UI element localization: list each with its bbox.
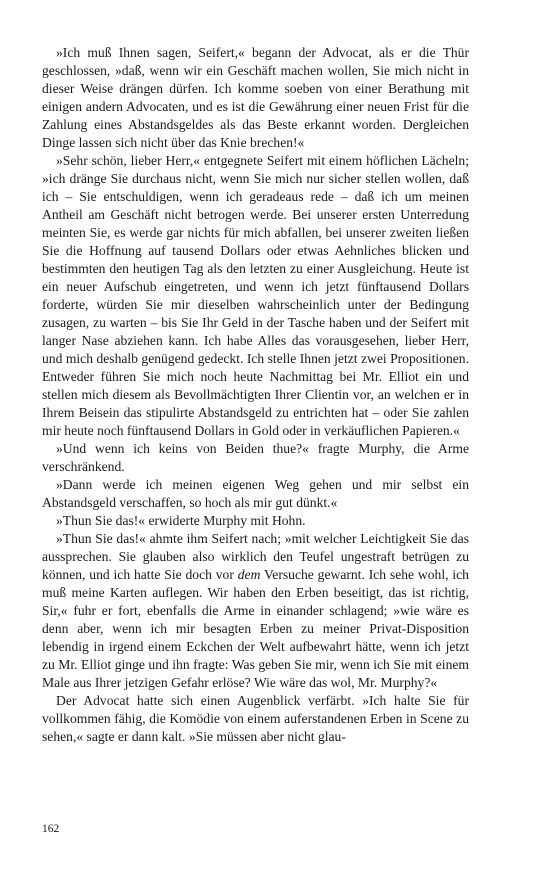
paragraph-1: »Ich muß Ihnen sagen, Seifert,« begann der Advocat, als er die Thür geschlossen, »daß, wenn wir ein Geschäft machen wollen, Sie mich nicht in dieser Weise drängen dürfen. Ich komme soeben von einer Berathung mit einigen andern Advocaten, und es ist die Gewährung einer neuen Frist für die Zahlung eines Abstandsgeldes als das Beste erkannt worden. Dergleichen Dinge lassen sich nicht über das Knie brechen!« (42, 45, 469, 150)
paragraph-4: »Dann werde ich meinen eigenen Weg gehen und mir selbst ein Abstandsgeld verschaffen, so hoch als mir gut dünkt.« (42, 477, 469, 510)
paragraph-3: »Und wenn ich keins von Beiden thue?« fragte Murphy, die Arme verschränkend. (42, 441, 469, 474)
paragraph-5: »Thun Sie das!« erwiderte Murphy mit Hohn. (56, 513, 306, 528)
emphasis: dem (237, 567, 261, 582)
page-number: 162 (42, 823, 60, 835)
page-body (42, 44, 469, 746)
paragraph-2: »Sehr schön, lieber Herr,« entgegnete Seifert mit einem höflichen Lächeln; »ich dränge Sie durchaus nicht, wenn Sie mich nur sicher stellen wollen, daß ich – Sie entschuldigen, wenn ich geradeaus rede – daß ich um meinen Antheil am Geschäft nicht betrogen werde. Bei unserer ersten Unterredung meinten Sie, es werde gar nichts für mich abfallen, bei unserer zweiten ließen Sie die Hoffnung auf tausend Dollars oder etwas Aehnliches blicken und bestimmten den heutigen Tag als den letzten zu einer Ausgleichung. Heute ist ein neuer Aufschub eingetreten, und wenn ich jetzt fünftausend Dollars forderte, würden Sie mir dieselben wahrscheinlich unter der Bedingung zusagen, zu warten – bis Sie Ihr Geld in der Tasche haben und der Seifert mit langer Nase abziehen kann. Ich habe Alles das vorausgesehen, lieber Herr, und mich deshalb genügend gedeckt. Ich stelle Ihnen jetzt zwei Propositionen. Entweder führen Sie mich noch heute Nachmittag bei Mr. Elliot ein und stellen mich diesem als Bevollmächtigten Ihrer Clientin vor, an welchen er in Ihrem Beisein das stipulirte Abstandsgeld zu entrichten hat – oder Sie zahlen mir heute noch fünftausend Dollars in Gold oder in verkäuflichen Papieren.« (42, 153, 469, 438)
paragraph-6: »Thun Sie das!« ahmte ihm Seifert nach; »mit welcher Leichtigkeit Sie das aussprechen. Sie glauben also wirklich den Teufel ungestraft betrügen zu können, und ich hatte Sie doch vor dem Versuche gewarnt. Ich sehe wohl, ich muß meine Karten auflegen. Wir haben den Erben beseitigt, das ist richtig, Sir,« fuhr er fort, ebenfalls die Arme in einander schlagend; »wie wäre es denn aber, wenn ich mir besagten Erben zu meiner Privat-Disposition lebendig in irgend einem Eckchen der Welt aufbewahrt hätte, wenn ich jetzt zu Mr. Elliot ginge und ihn fragte: Was geben Sie mir, wenn ich Sie mit einem Male aus Ihrer jetzigen Gefahr erlöse? Wie wäre das wol, Mr. Murphy?« (42, 531, 469, 690)
paragraph-7: Der Advocat hatte sich einen Augenblick verfärbt. »Ich halte Sie für vollkommen fähig, die Komödie von einem auferstandenen Erben in Scene zu sehen,« sagte er dann kalt. »Sie müssen aber nicht glau- (42, 693, 469, 744)
